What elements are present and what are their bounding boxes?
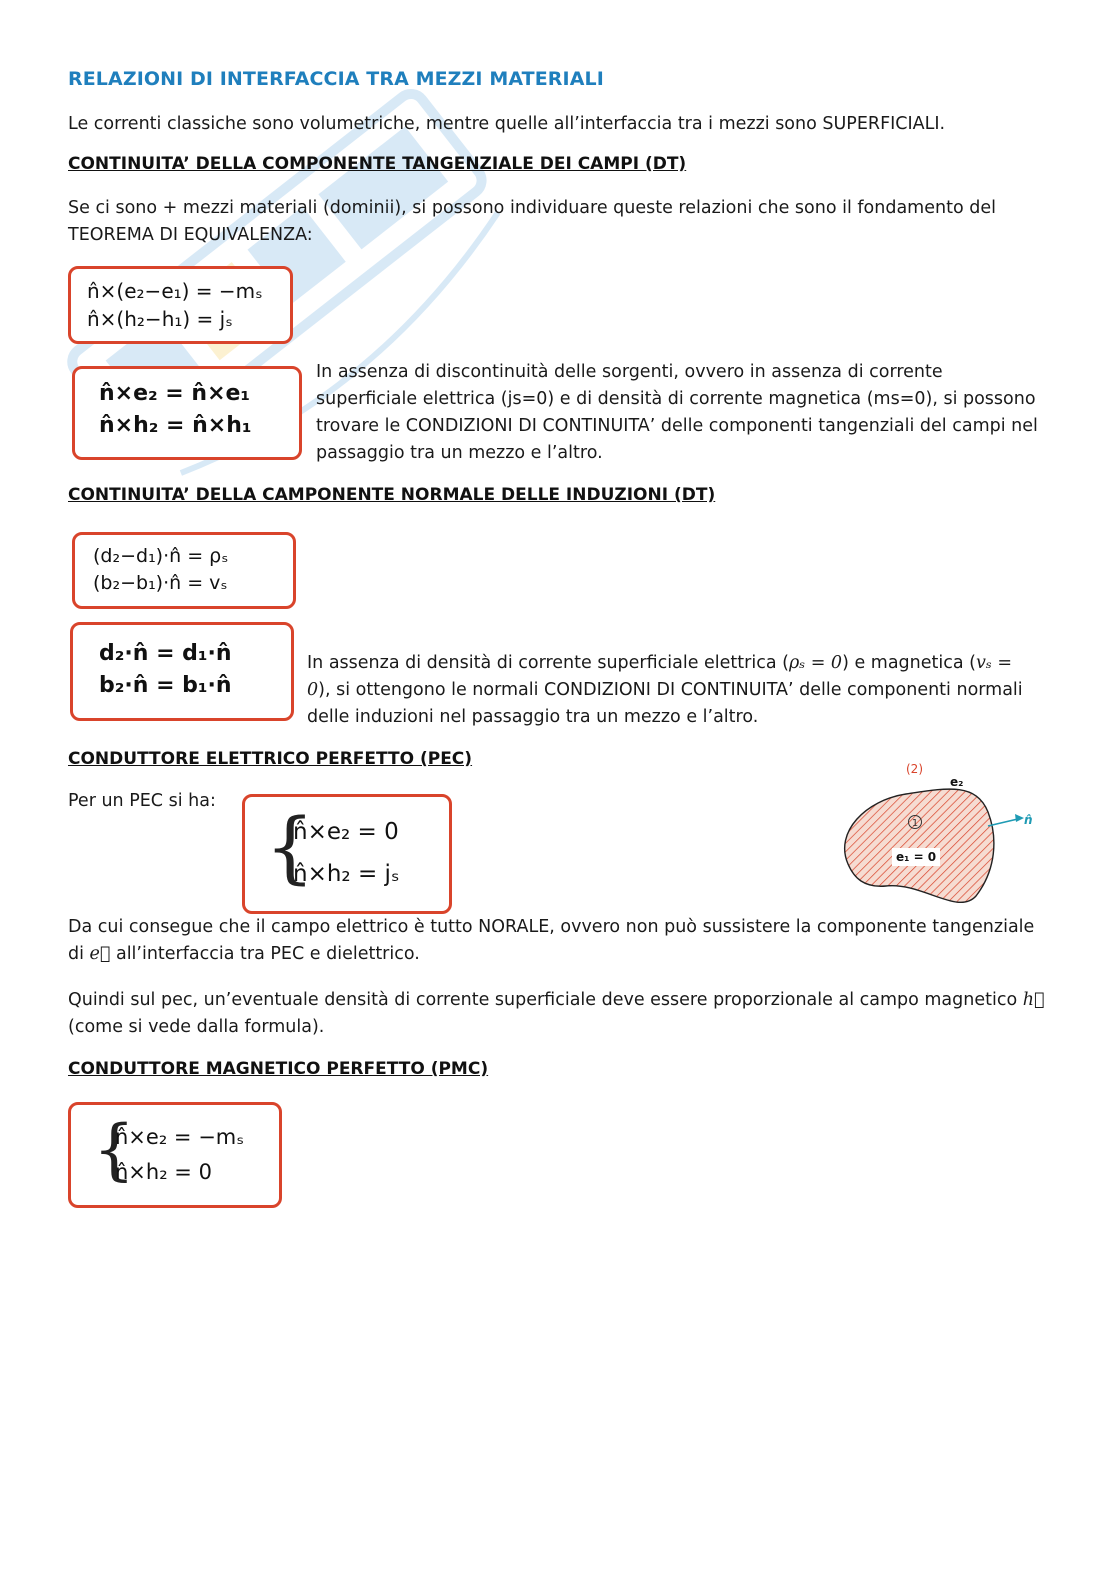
sec1-side-line2: superficiale elettrica (js=0) e di densità di corrente magnetica (ms=0), si possono [316,389,1036,409]
pec-para2-line2: (come si vede dalla formula). [68,1017,325,1037]
pec-figure [826,752,1046,912]
sec1-side-line4: passaggio tra un mezzo e l’altro. [316,443,603,463]
equation-pec-e: n̂×e₂ = 0 [293,819,399,845]
nu-condition: vₛ = [975,653,1012,673]
region-inner-label: 1 [911,818,919,829]
equation-box-normal-general [72,532,296,609]
region-outer-label: (2) [906,762,923,776]
pec-body-shape [845,789,994,902]
page-title: RELAZIONI DI INTERFACCIA TRA MEZZI MATERIALI [68,68,604,90]
equation-box-normal-continuity [70,622,294,721]
equation-e-jump: n̂×(e₂−e₁) = −mₛ [87,279,263,303]
sec1-side-line1: In assenza di discontinuità delle sorgenti, ovvero in assenza di corrente [316,362,943,382]
equation-d-continuity: d₂·n̂ = d₁·n̂ [99,641,232,666]
equation-d-jump: (d₂−d₁)·n̂ = ρₛ [93,545,229,567]
equation-box-pec [242,794,452,914]
equation-box-tangential-general [68,266,293,344]
section-heading-pec: CONDUTTORE ELETTRICO PERFETTO (PEC) [68,749,473,769]
sec1-para-line1: Se ci sono + mezzi materiali (dominii), si possono individuare queste relazioni che sono il fondamento del [68,198,996,218]
equation-h-continuity: n̂×h₂ = n̂×h₁ [99,413,252,438]
vector-h-symbol: h⃗ [1022,990,1045,1010]
equation-pmc-e: n̂×e₂ = −mₛ [115,1125,245,1149]
e2-label: e₂ [950,775,964,789]
vector-e-symbol: e⃗ [89,944,111,964]
rho-condition: ρₛ = 0 [788,653,843,673]
equation-pec-h: n̂×h₂ = jₛ [293,861,400,887]
equation-pmc-h: n̂×h₂ = 0 [115,1160,212,1184]
equation-b-jump: (b₂−b₁)·n̂ = vₛ [93,572,228,594]
pec-lead-text: Per un PEC si ha: [68,791,216,811]
n-label: n̂ [1024,813,1033,827]
sec1-side-line3: trovare le CONDIZIONI DI CONTINUITA’ delle componenti tangenziali del campi nel [316,416,1038,436]
equation-e-continuity: n̂×e₂ = n̂×e₁ [99,381,251,406]
sec2-side-line3: delle induzioni nel passaggio tra un mezzo e l’altro. [307,707,759,727]
section-heading-pmc: CONDUTTORE MAGNETICO PERFETTO (PMC) [68,1059,489,1079]
sec2-side-line1: In assenza di densità di corrente superficiale elettrica (ρₛ = 0) e magnetica (vₛ = [307,653,1012,673]
equation-b-continuity: b₂·n̂ = b₁·n̂ [99,673,232,698]
left-brace-icon: { [93,1111,135,1188]
left-brace-icon: { [265,803,315,893]
intro-text: Le correnti classiche sono volumetriche, mentre quelle all’interfaccia tra i mezzi sono SUPERFICIALI. [68,114,946,134]
equation-h-jump: n̂×(h₂−h₁) = jₛ [87,307,233,331]
section-heading-normal: CONTINUITA’ DELLA CAMPONENTE NORMALE DELLE INDUZIONI (DT) [68,485,716,505]
sec2-side-line2: 0), si ottengono le normali CONDIZIONI DI CONTINUITA’ delle componenti normali [307,680,1023,700]
section-heading-tangential: CONTINUITA’ DELLA COMPONENTE TANGENZIALE DEI CAMPI (DT) [68,154,687,174]
pec-para1-line2: di e⃗ all’interfaccia tra PEC e dielettrico. [68,944,420,964]
pec-para2-line1: Quindi sul pec, un’eventuale densità di corrente superficiale deve essere proporzionale al campo magnetico h⃗ [68,990,1045,1010]
pec-para1-line1: Da cui consegue che il campo elettrico è tutto NORALE, ovvero non può sussistere la componente tangenziale [68,917,1035,937]
sec1-para-line2: TEOREMA DI EQUIVALENZA: [68,225,313,245]
equation-box-tangential-continuity [72,366,302,460]
equation-box-pmc [68,1102,282,1208]
e1-label: e₁ = 0 [896,850,937,864]
